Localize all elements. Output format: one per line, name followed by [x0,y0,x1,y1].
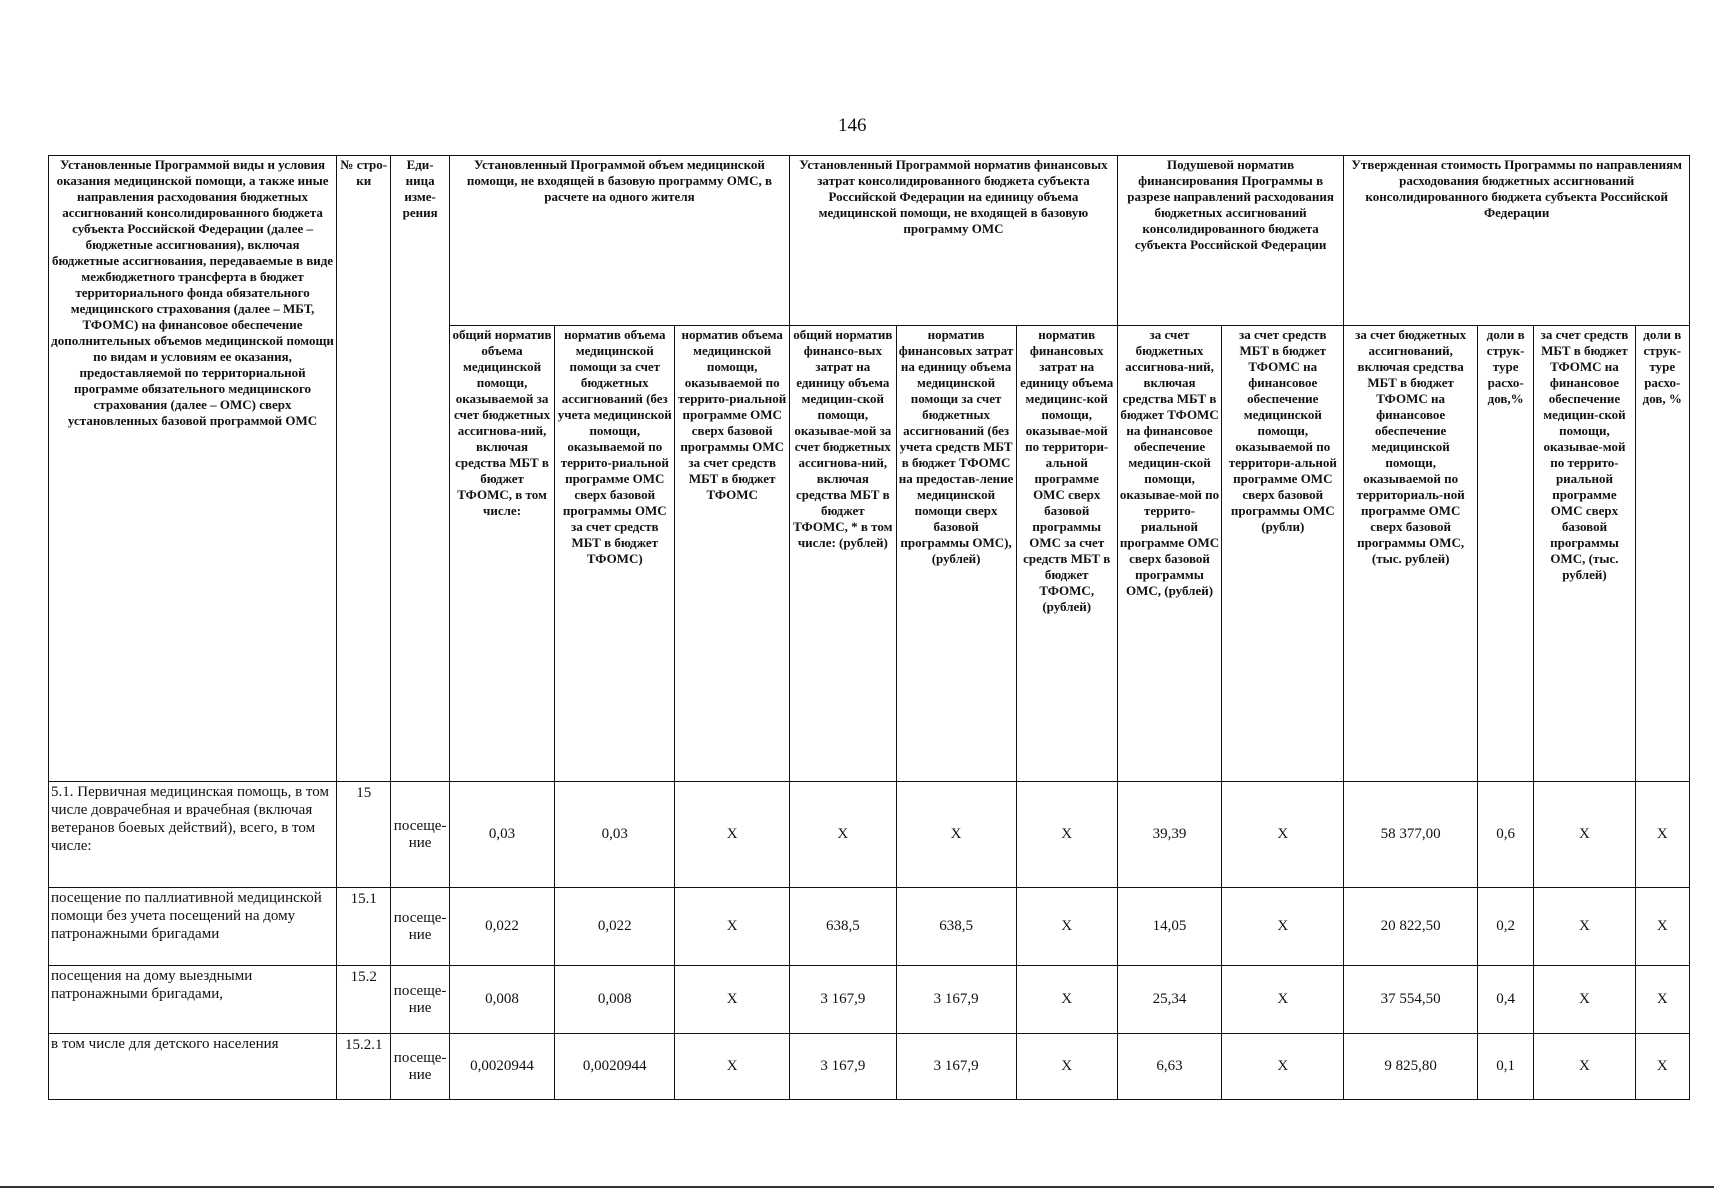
row-label: 5.1. Первичная медицинская помощь, в том числе доврачебная и врачебная (включая ветеранов боевых действий), всего, в том числе: [49,782,337,888]
cell-value: 638,5 [896,888,1016,966]
cell-value: 0,0020944 [449,1034,554,1100]
cell-value: 14,05 [1117,888,1221,966]
header-sub-1: общий норматив объема медицинской помощи, оказываемой за счет бюджетных ассигнова-ний, включая средства МБТ в бюджет ТФОМС, в том числе: [449,326,554,782]
scan-edge-line [0,1186,1714,1188]
cell-value: X [1016,782,1117,888]
cell-value: X [675,888,790,966]
cell-value: 0,4 [1477,966,1533,1034]
header-sub-10: доли в струк-туре расхо-дов,% [1477,326,1533,782]
row-number: 15.2.1 [337,1034,391,1100]
header-sub-12: доли в струк-туре расхо-дов, % [1635,326,1689,782]
cell-value: X [1635,1034,1689,1100]
cell-value: 9 825,80 [1344,1034,1478,1100]
table-row [49,966,1690,1034]
cell-value: 3 167,9 [896,966,1016,1034]
cell-value: 0,2 [1477,888,1533,966]
cell-value: X [1222,966,1344,1034]
cell-value: X [1222,1034,1344,1100]
row-number: 15.1 [337,888,391,966]
table-row [49,1034,1690,1100]
cell-value: X [1016,966,1117,1034]
row-unit: посеще-ние [391,888,449,966]
header-row-no: № стро-ки [337,156,391,782]
header-unit: Еди-ница изме-рения [391,156,449,782]
cell-value: X [1222,782,1344,888]
cell-value: X [1534,782,1635,888]
cell-value: X [1534,888,1635,966]
header-sub-11: за счет средств МБТ в бюджет ТФОМС на финансовое обеспечение медицин-ской помощи, оказывае-мой по террито-риальной программе ОМС сверх базовой программы ОМС, (тыс. рублей) [1534,326,1635,782]
cell-value: X [1016,888,1117,966]
header-sub-5: норматив финансовых затрат на единицу объема медицинской помощи за счет бюджетных ассигнований (без учета средств МБТ в бюджет ТФОМС на предостав-ление медицинской помощи сверх базовой программы ОМС), (рублей) [896,326,1016,782]
cell-value: 0,022 [555,888,675,966]
cell-value: 0,008 [449,966,554,1034]
cell-value: 3 167,9 [790,1034,896,1100]
header-group-percapita: Подушевой норматив финансирования Программы в разрезе направлений расходования бюджетных ассигнований консолидированного бюджета субъекта Российской Федерации [1117,156,1344,326]
cell-value: 0,022 [449,888,554,966]
page-number: 146 [838,115,867,136]
cell-value: 20 822,50 [1344,888,1478,966]
cell-value: 3 167,9 [896,1034,1016,1100]
cell-value: 39,39 [1117,782,1221,888]
cell-value: X [790,782,896,888]
table-row [49,782,1690,888]
row-unit: посеще-ние [391,966,449,1034]
header-sub-4: общий норматив финансо-вых затрат на единицу объема медицин-ской помощи, оказывае-мой за счет бюджетных ассигнова-ний, включая средства МБТ в бюджет ТФОМС, * в том числе: (рублей) [790,326,896,782]
cell-value: X [1534,1034,1635,1100]
header-group-cost: Утвержденная стоимость Программы по направлениям расходования бюджетных ассигнований консолидированного бюджета субъекта Российской Федерации [1344,156,1690,326]
cell-value: 0,03 [555,782,675,888]
header-sub-6: норматив финансовых затрат на единицу объема медицинс-кой помощи, оказывае-мой по территори-альной программе ОМС сверх базовой программы ОМС за счет средств МБТ в бюджет ТФОМС, (рублей) [1016,326,1117,782]
row-label: посещения на дому выездными патронажными бригадами, [49,966,337,1034]
header-group-norm: Установленный Программой норматив финансовых затрат консолидированного бюджета субъекта Российской Федерации на единицу объема медицинской помощи, не входящей в базовую программу ОМС [790,156,1118,326]
cell-value: X [675,1034,790,1100]
cell-value: X [1635,782,1689,888]
row-label: в том числе для детского населения [49,1034,337,1100]
header-sub-2: норматив объема медицинской помощи за счет бюджетных ассигнований (без учета медицинской помощи, оказываемой по террито-риальной программе ОМС сверх базовой программы ОМС за счет средств МБТ в бюджет ТФОМС) [555,326,675,782]
cell-value: 25,34 [1117,966,1221,1034]
cell-value: 0,6 [1477,782,1533,888]
cell-value: 638,5 [790,888,896,966]
header-sub-8: за счет средств МБТ в бюджет ТФОМС на финансовое обеспечение медицинской помощи, оказываемой по территори-альной программе ОМС сверх базовой программы ОМС (рубли) [1222,326,1344,782]
cell-value: 0,008 [555,966,675,1034]
header-type: Установленные Программой виды и условия оказания медицинской помощи, а также иные направления расходования бюджетных ассигнований консолидированного бюджета субъекта Российской Федерации (далее – бюджетные ассигнования), включая бюджетные ассигнования, передаваемые в виде межбюджетного трансферта в бюджет территориального фонда обязательного медицинского страхования (далее – МБТ, ТФОМС) на финансовое обеспечение дополнительных объемов медицинской помощи по видам и условиям ее оказания, предоставляемой по территориальной программе обязательного медицинского страхования (далее – ОМС) сверх установленных базовой программой ОМС [49,156,337,782]
cell-value: 0,0020944 [555,1034,675,1100]
cell-value: 0,03 [449,782,554,888]
cell-value: X [675,782,790,888]
cell-value: X [675,966,790,1034]
row-number: 15.2 [337,966,391,1034]
cell-value: 3 167,9 [790,966,896,1034]
cell-value: X [1534,966,1635,1034]
cell-value: X [896,782,1016,888]
row-label: посещение по паллиативной медицинской помощи без учета посещений на дому патронажными бригадами [49,888,337,966]
program-table [48,155,1690,1100]
row-number: 15 [337,782,391,888]
row-unit: посеще-ние [391,782,449,888]
cell-value: 6,63 [1117,1034,1221,1100]
cell-value: 37 554,50 [1344,966,1478,1034]
cell-value: X [1635,966,1689,1034]
header-sub-7: за счет бюджетных ассигнова-ний, включая средства МБТ в бюджет ТФОМС на финансовое обеспечение медицин-ской помощи, оказывае-мой по террито-риальной программе ОМС сверх базовой программы ОМС, (рублей) [1117,326,1221,782]
header-group-volume: Установленный Программой объем медицинской помощи, не входящей в базовую программу ОМС, в расчете на одного жителя [449,156,789,326]
header-sub-9: за счет бюджетных ассигнований, включая средства МБТ в бюджет ТФОМС на финансовое обеспечение медицинской помощи, оказываемой по территориаль-ной программе ОМС сверх базовой программы ОМС, (тыс. рублей) [1344,326,1478,782]
header-sub-3: норматив объема медицинской помощи, оказываемой по террито-риальной программе ОМС сверх базовой программы ОМС за счет средств МБТ в бюджет ТФОМС [675,326,790,782]
cell-value: X [1222,888,1344,966]
table-row [49,888,1690,966]
cell-value: X [1635,888,1689,966]
row-unit: посеще-ние [391,1034,449,1100]
cell-value: X [1016,1034,1117,1100]
cell-value: 0,1 [1477,1034,1533,1100]
cell-value: 58 377,00 [1344,782,1478,888]
